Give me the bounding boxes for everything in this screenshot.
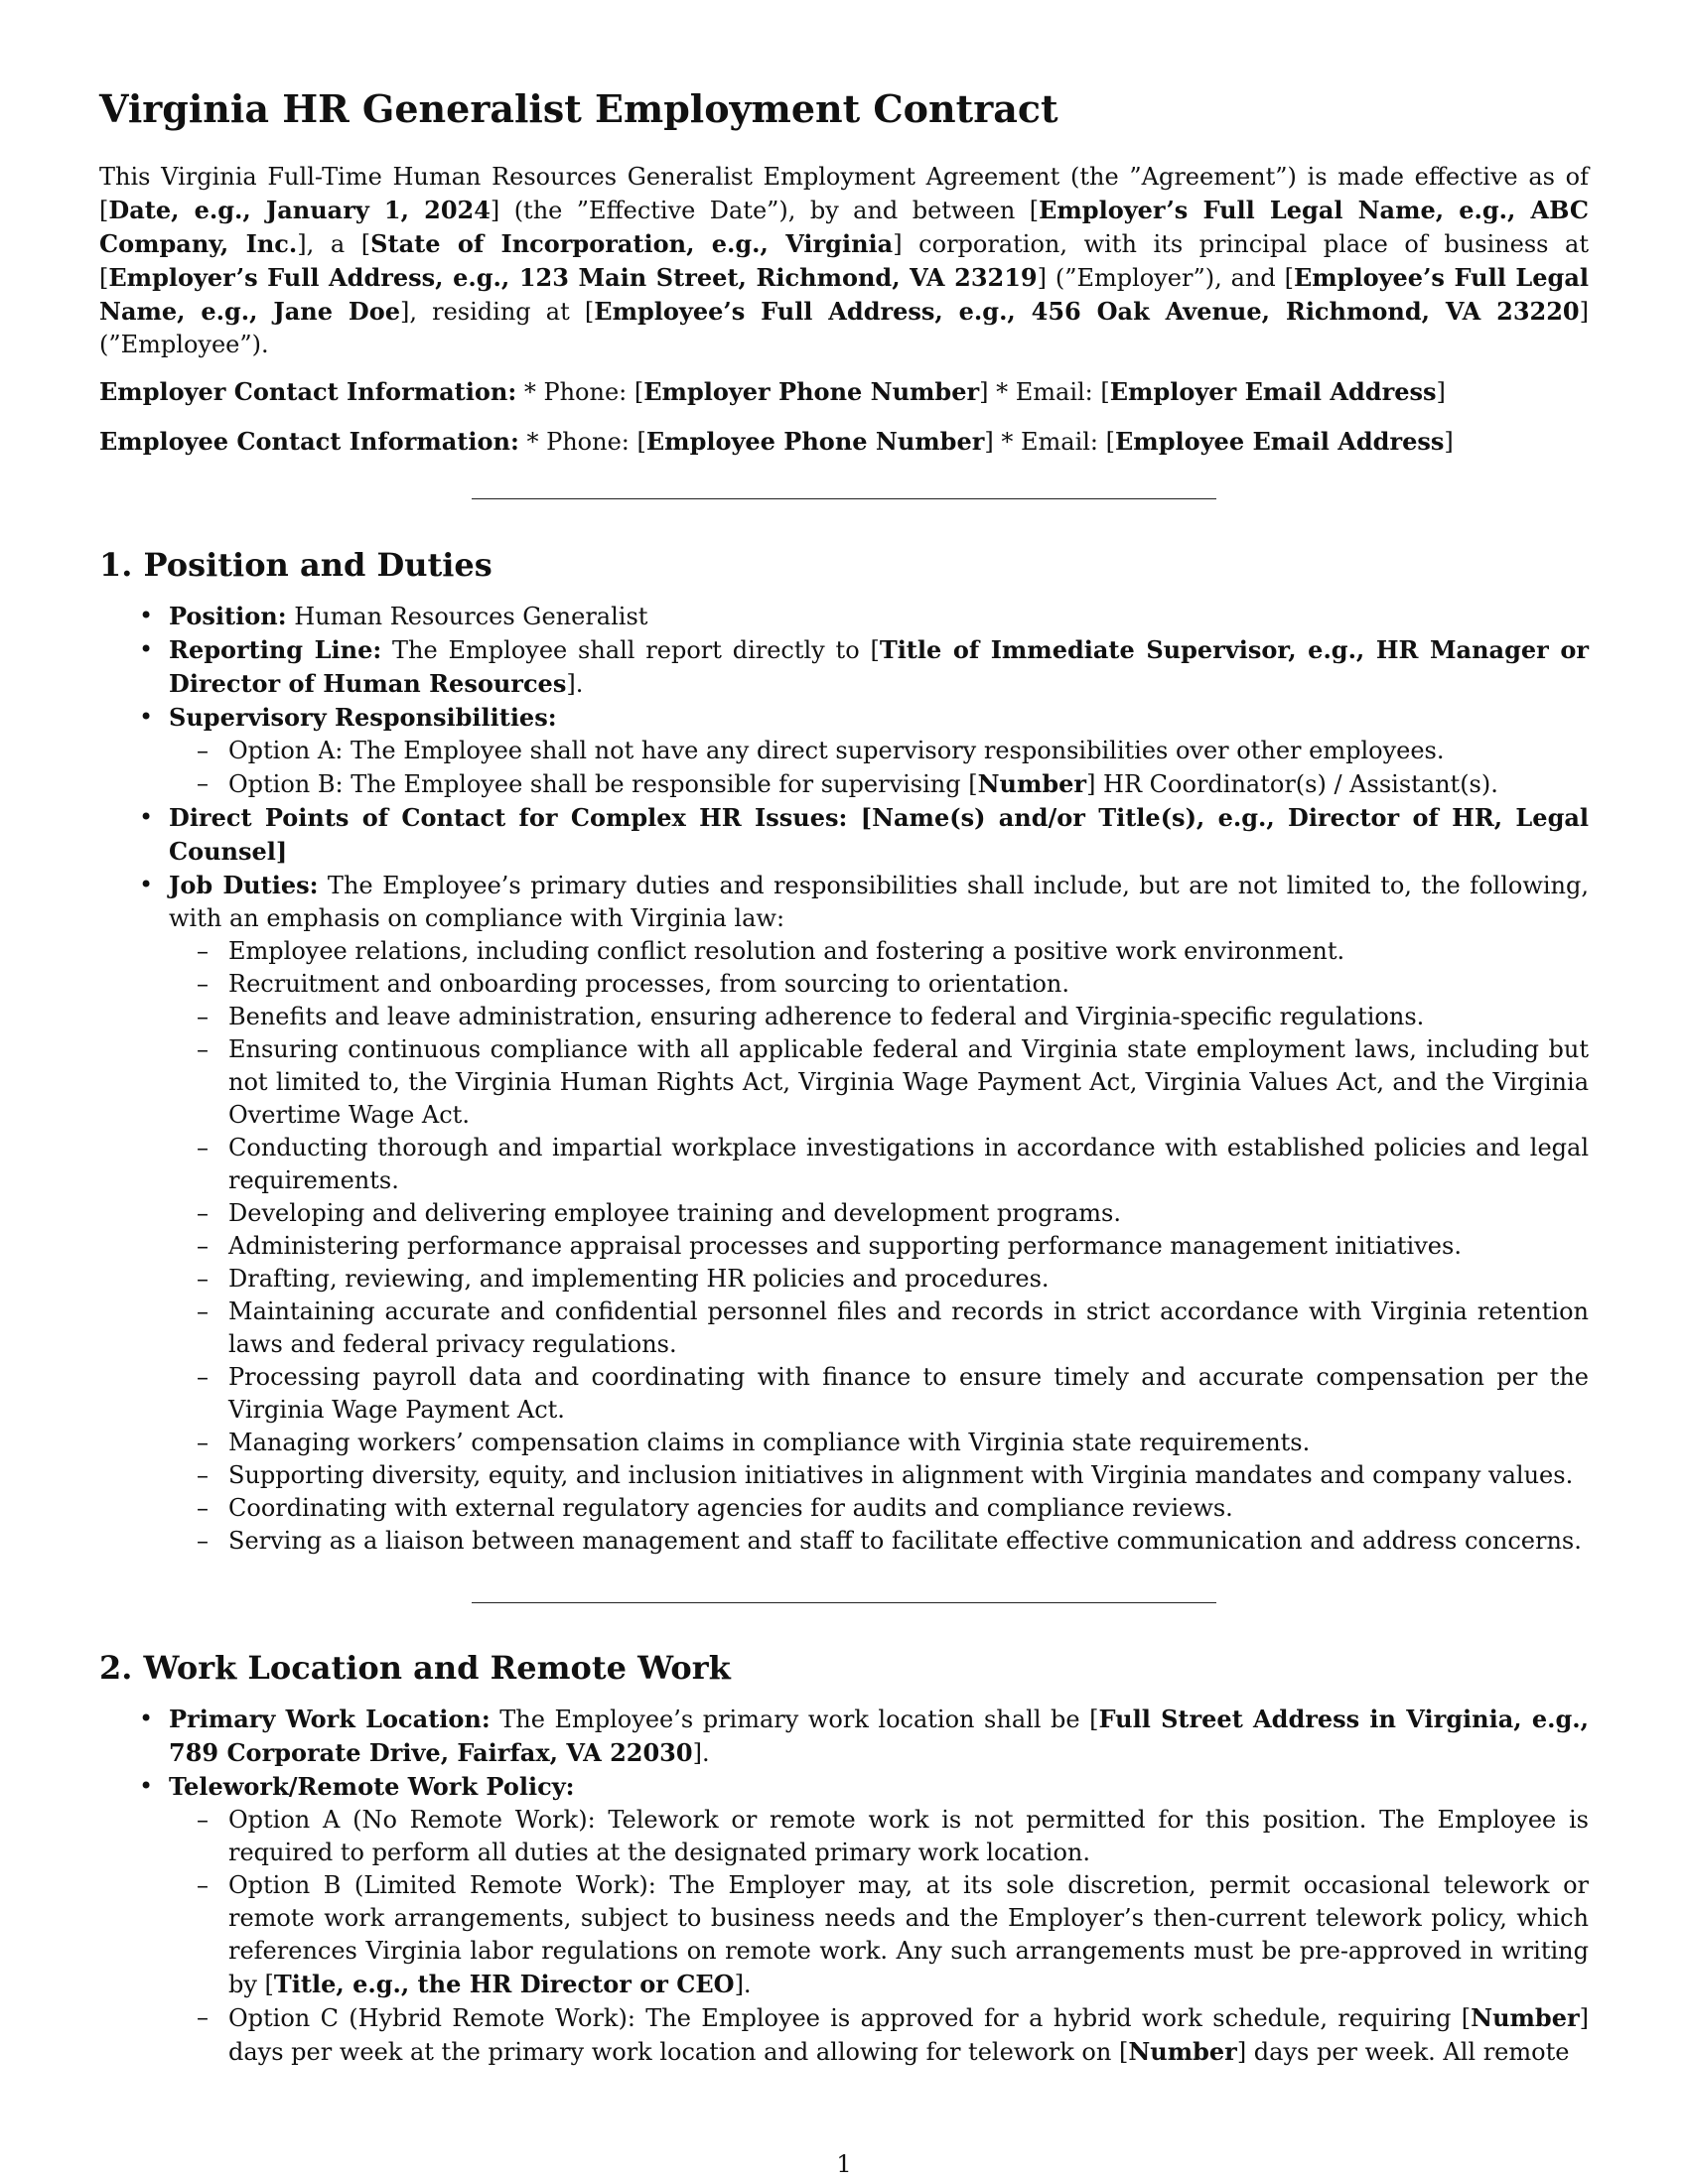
bullet-icon: • [139, 1705, 154, 1732]
document-title: Virginia HR Generalist Employment Contract [99, 86, 1058, 131]
duty-item [169, 1001, 1589, 1033]
duty-item [169, 1361, 1589, 1427]
duty-item [169, 1230, 1589, 1263]
duty-item [169, 1296, 1589, 1361]
option-text: ] days per week. All remote [1236, 2038, 1570, 2066]
duty-item [169, 1492, 1589, 1525]
employee-name-placeholder: Employee’s Full Legal Name, e.g., Jane Doe [99, 263, 1590, 326]
bullet-icon: • [139, 703, 154, 731]
dash-icon: – [197, 1035, 209, 1063]
duty-item [169, 1263, 1589, 1296]
duty-item [169, 1132, 1589, 1197]
item-label: Job Duties: [169, 871, 319, 899]
dash-icon: – [197, 1363, 209, 1391]
option-text: Option A: The Employee shall not have any direct supervisory responsibilities over other employees. [228, 737, 1445, 764]
job-duties-list [169, 935, 1589, 1558]
intro-text: ] corporation, with its principal place of business at [ [99, 230, 1590, 292]
job-duties-item [99, 869, 1589, 1558]
intro-paragraph [99, 161, 1589, 361]
option-text: Option A (No Remote Work): Telework or remote work is not permitted for this position. The Employee is required to perform all duties at the designated primary work location. [228, 1806, 1589, 1866]
option-text: Option B (Limited Remote Work): The Employer may, at its sole discretion, permit occasional telework or remote work arrangements, subject to business needs and the Employer’s then-current telework policy, which references Virginia labor regulations on remote work. Any such arrangements must be pre-approved in writing by [ [228, 1871, 1589, 1998]
bullet-icon: • [139, 871, 154, 898]
duty-item [169, 935, 1589, 968]
dash-icon: – [197, 1461, 209, 1489]
bullet-icon: • [139, 1772, 154, 1800]
section-1-title: 1. Position and Duties [99, 546, 492, 584]
bullet-icon: • [139, 602, 154, 629]
employee-email-placeholder: Employee Email Address [1115, 427, 1445, 456]
contact-text: ] [1436, 378, 1446, 406]
section-divider [472, 1602, 1216, 1603]
effective-date-placeholder: Date, e.g., January 1, 2024 [108, 196, 491, 224]
employer-address-placeholder: Employer’s Full Address, e.g., 123 Main Street, Richmond, VA 23219 [108, 263, 1038, 292]
item-text: Human Resources Generalist [286, 603, 648, 630]
duty-item [169, 1459, 1589, 1492]
duty-text: Conducting thorough and impartial workplace investigations in accordance with established policies and legal requirements. [228, 1134, 1589, 1194]
reporting-line-item [99, 633, 1589, 701]
dash-icon: – [197, 1871, 209, 1899]
duty-text: Employee relations, including conflict resolution and fostering a positive work environment. [228, 937, 1345, 965]
work-location-item [99, 1703, 1589, 1770]
state-placeholder: State of Incorporation, e.g., Virginia [370, 229, 894, 258]
duty-text: Benefits and leave administration, ensuring adherence to federal and Virginia-specific regulations. [228, 1003, 1425, 1030]
employee-phone-placeholder: Employee Phone Number [645, 427, 985, 456]
contact-text: * Phone: [ [516, 378, 644, 406]
duty-item [169, 1525, 1589, 1558]
duty-text: Coordinating with external regulatory agencies for audits and compliance reviews. [228, 1494, 1233, 1522]
number-placeholder: Number [977, 769, 1087, 798]
intro-text: ], residing at [ [399, 298, 595, 326]
duty-item [169, 1033, 1589, 1132]
employer-contact-label: Employer Contact Information: [99, 377, 517, 406]
dash-icon: – [197, 1003, 209, 1030]
item-label: Supervisory Responsibilities: [169, 703, 557, 732]
section-1-list [99, 600, 1589, 1558]
item-label: Position: [169, 602, 287, 630]
item-text: ]. [692, 1739, 710, 1767]
intro-text: This Virginia Full-Time Human Resources Generalist Employment Agreement (the ”Agreement”) is made effective as of [ [99, 163, 1589, 224]
section-2-title: 2. Work Location and Remote Work [99, 1649, 731, 1687]
dash-icon: – [197, 1527, 209, 1555]
intro-text: ] (”Employer”), and [ [1037, 264, 1294, 292]
item-label: Direct Points of Contact for Complex HR Issues: [169, 803, 848, 832]
supervisory-option-a [169, 735, 1589, 767]
dash-icon: – [197, 1429, 209, 1456]
supervisory-option-b [169, 767, 1589, 801]
dash-icon: – [197, 737, 209, 764]
dash-icon: – [197, 1265, 209, 1293]
option-text: ] days per week at the primary work location and allowing for telework on [ [228, 2004, 1589, 2066]
page-number: 1 [836, 2150, 852, 2178]
supervisor-title-placeholder: Title of Immediate Supervisor, e.g., HR Manager or Director of Human Resources [169, 635, 1589, 698]
supervisory-item [99, 701, 1589, 801]
duty-text: Administering performance appraisal processes and supporting performance management initiatives. [228, 1232, 1462, 1260]
employee-contact-label: Employee Contact Information: [99, 427, 519, 456]
bullet-icon: • [139, 803, 154, 831]
dash-icon: – [197, 1134, 209, 1161]
option-text: ] HR Coordinator(s) / Assistant(s). [1086, 770, 1498, 798]
dash-icon: – [197, 2003, 209, 2031]
item-text: The Employee’s primary work location shall be [ [490, 1706, 1099, 1733]
section-2-list [99, 1703, 1589, 2069]
duty-text: Supporting diversity, equity, and inclusion initiatives in alignment with Virginia mandates and company values. [228, 1461, 1574, 1489]
contact-text: ] [1444, 428, 1454, 456]
position-item [99, 600, 1589, 633]
work-address-placeholder: Full Street Address in Virginia, e.g., 789 Corporate Drive, Fairfax, VA 22030 [169, 1705, 1589, 1767]
duty-text: Managing workers’ compensation claims in compliance with Virginia state requirements. [228, 1429, 1311, 1456]
dash-icon: – [197, 937, 209, 965]
option-text: ]. [734, 1971, 752, 1998]
number-placeholder: Number [1128, 2037, 1237, 2066]
dash-icon: – [197, 1199, 209, 1227]
supervisory-options [169, 735, 1589, 801]
employer-phone-placeholder: Employer Phone Number [643, 377, 980, 406]
duty-text: Serving as a liaison between management and staff to facilitate effective communication and address concerns. [228, 1527, 1582, 1555]
dash-icon: – [197, 769, 209, 797]
contact-text: * Phone: [ [518, 428, 646, 456]
option-text: Option C (Hybrid Remote Work): The Employee is approved for a hybrid work schedule, requiring [ [228, 2004, 1472, 2032]
dash-icon: – [197, 1232, 209, 1260]
bullet-icon: • [139, 635, 154, 663]
telework-options [169, 1804, 1589, 2069]
duty-text: Processing payroll data and coordinating with finance to ensure timely and accurate compensation per the Virginia Wage Payment Act. [228, 1363, 1589, 1424]
dash-icon: – [197, 1297, 209, 1325]
section-divider [472, 498, 1216, 499]
item-label: Primary Work Location: [169, 1705, 491, 1733]
dash-icon: – [197, 1806, 209, 1834]
employer-email-placeholder: Employer Email Address [1109, 377, 1437, 406]
item-text: ]. [566, 670, 584, 698]
dash-icon: – [197, 970, 209, 998]
item-label: Reporting Line: [169, 635, 382, 664]
contact-text: ] * Email: [ [979, 378, 1110, 406]
item-label: Telework/Remote Work Policy: [169, 1772, 575, 1801]
employer-contact-line [99, 375, 1589, 409]
duty-item [169, 1197, 1589, 1230]
contacts-placeholder: [Name(s) and/or Title(s), e.g., Director of HR, Legal Counsel] [169, 803, 1590, 866]
approver-title-placeholder: Title, e.g., the HR Director or CEO [273, 1970, 735, 1998]
employer-name-placeholder: Employer’s Full Legal Name, e.g., ABC Company, Inc. [99, 196, 1589, 258]
telework-option-a [169, 1804, 1589, 1869]
number-placeholder: Number [1471, 2003, 1580, 2032]
intro-text: ] (”Employee”). [99, 298, 1589, 358]
duty-text: Drafting, reviewing, and implementing HR policies and procedures. [228, 1265, 1050, 1293]
dash-icon: – [197, 1494, 209, 1522]
duty-text: Recruitment and onboarding processes, from sourcing to orientation. [228, 970, 1069, 998]
option-text: Option B: The Employee shall be responsible for supervising [ [228, 770, 978, 798]
employee-address-placeholder: Employee’s Full Address, e.g., 456 Oak Avenue, Richmond, VA 23220 [594, 297, 1580, 326]
contacts-item [99, 801, 1589, 869]
employee-contact-line [99, 425, 1589, 459]
duty-item [169, 1427, 1589, 1459]
contact-text: ] * Email: [ [984, 428, 1116, 456]
telework-option-b [169, 1869, 1589, 2001]
item-text: The Employee’s primary duties and responsibilities shall include, but are not limited to, the following, with an emphasis on compliance with Virginia law: [169, 872, 1589, 932]
document-page [99, 0, 1589, 2184]
intro-text: ] (the ”Effective Date”), by and between [ [490, 197, 1040, 224]
telework-item [99, 1770, 1589, 2069]
duty-item [169, 968, 1589, 1001]
duty-text: Developing and delivering employee training and development programs. [228, 1199, 1121, 1227]
telework-option-c [169, 2001, 1589, 2069]
duty-text: Maintaining accurate and confidential personnel files and records in strict accordance with Virginia retention laws and federal privacy regulations. [228, 1297, 1589, 1358]
item-text: The Employee shall report directly to [ [381, 636, 880, 664]
intro-text: ], a [ [297, 230, 371, 258]
duty-text: Ensuring continuous compliance with all applicable federal and Virginia state employment laws, including but not limited to, the Virginia Human Rights Act, Virginia Wage Payment Act, Virginia Values Act, and the Virginia Overtime Wage Act. [228, 1035, 1589, 1129]
